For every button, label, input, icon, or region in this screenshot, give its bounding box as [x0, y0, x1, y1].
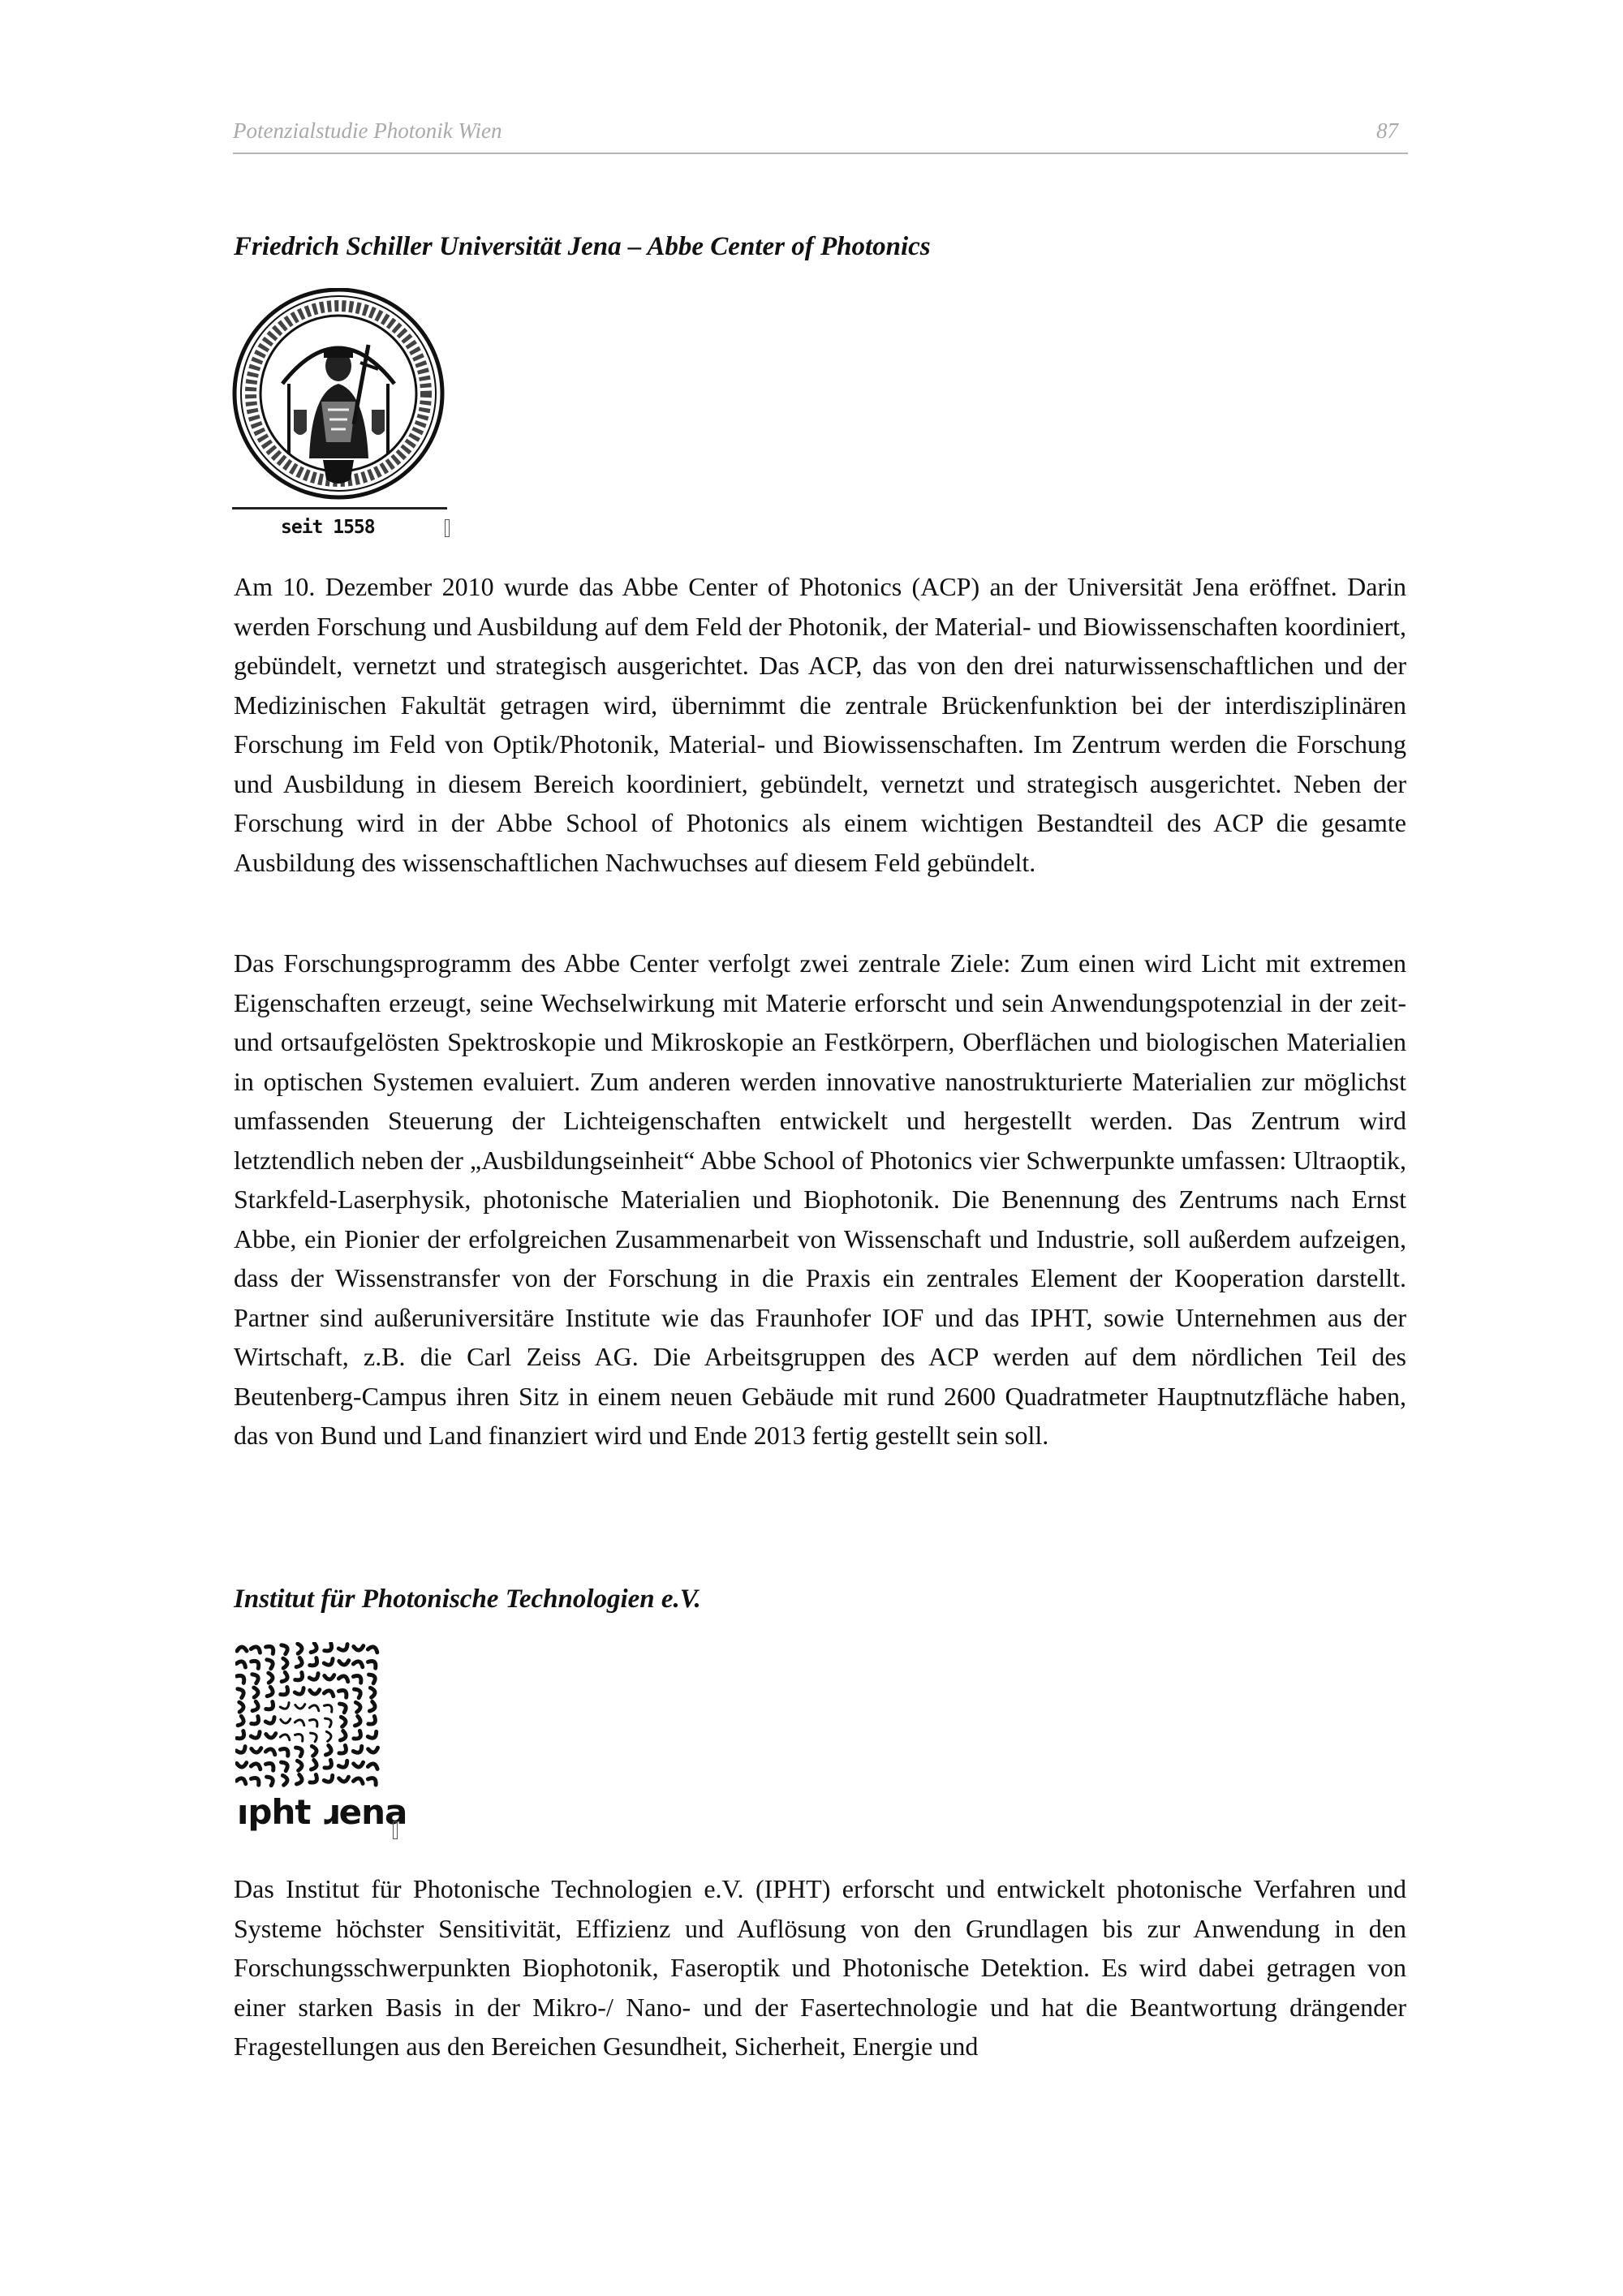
ipht-pattern-mark: [269, 1673, 273, 1683]
ipht-pattern-mark: [295, 1718, 305, 1725]
ipht-pattern-mark: [236, 1747, 247, 1755]
ipht-pattern-mark: [252, 1701, 260, 1712]
ipht-pattern-mark: [280, 1733, 291, 1739]
ipht-pattern-mark: [369, 1701, 376, 1712]
ipht-pattern-mark: [252, 1717, 261, 1726]
ipht-pattern-mark: [324, 1689, 334, 1696]
ipht-pattern-mark: [324, 1775, 334, 1783]
ipht-pattern-mark: [325, 1745, 332, 1756]
ipht-pattern-mark: [338, 1645, 349, 1653]
ipht-wordmark: ıpht ɹena: [237, 1792, 407, 1832]
ipht-pattern-mark: [267, 1687, 274, 1697]
ipht-pattern-mark: [368, 1748, 379, 1753]
ipht-pattern-mark: [324, 1703, 334, 1713]
ipht-pattern-mark: [282, 1775, 287, 1785]
ipht-pattern-mark: [368, 1716, 377, 1726]
university-seal-icon: [232, 288, 467, 548]
ipht-pattern-mark: [298, 1644, 302, 1653]
ipht-pattern-mark: [295, 1705, 305, 1709]
ipht-pattern-mark: [340, 1702, 348, 1713]
ipht-pattern-mark: [265, 1761, 275, 1771]
ipht-pattern-mark: [252, 1748, 261, 1753]
ipht-pattern-mark: [252, 1658, 261, 1668]
ipht-pattern-mark: [325, 1760, 334, 1770]
ipht-pattern-mark: [311, 1731, 319, 1742]
ipht-pattern-mark: [266, 1644, 276, 1653]
ipht-pattern-mark: [265, 1718, 276, 1726]
ipht-pattern-mark: [238, 1716, 245, 1726]
ipht-pattern-mark: [368, 1645, 378, 1652]
ipht-pattern-mark: [296, 1658, 304, 1668]
section-title-ipht: Institut für Photonische Technologien e.V.: [234, 1584, 701, 1614]
ipht-pattern-mark: [368, 1731, 378, 1739]
ipht-pattern-mark: [267, 1775, 275, 1786]
running-title: Potenzialstudie Photonik Wien: [233, 118, 502, 143]
ipht-pattern-mark: [251, 1762, 261, 1769]
ipht-pattern-mark: [353, 1674, 363, 1683]
ipht-pattern-mark: [353, 1660, 364, 1666]
ipht-pattern-mark: [266, 1702, 276, 1712]
ipht-pattern-mark: [236, 1777, 247, 1783]
ipht-pattern-mark: [325, 1644, 334, 1653]
ipht-pattern-mark: [368, 1659, 377, 1669]
ipht-pattern-mark: [251, 1732, 261, 1740]
ipht-pattern-mark: [283, 1658, 287, 1668]
page-header: [233, 114, 1408, 154]
ipht-pattern-mark: [311, 1643, 318, 1653]
ipht-pattern-mark: [282, 1672, 289, 1683]
ipht-pattern-mark: [309, 1674, 320, 1682]
paragraph-acp-intro: Am 10. Dezember 2010 wurde das Abbe Center of Photonics (ACP) an der Universität Jena eröffnet. Darin werden Forschung und Ausbildung auf dem Feld der Photonik, der Material- und Biowissenschaften koordiniert, gebündelt, vernetzt und strategisch ausgerichtet. Das ACP, das von den drei naturwissenschaftlichen und der Medizinischen Fakultät getragen wird, übernimmt die zentrale Brückenfunktion bei der interdisziplinären Forschung im Feld von Optik/Photonik, Material- und Biowissenschaften. Im Zentrum werden die Forschung und Ausbildung in diesem Bereich koordiniert, gebündelt, vernetzt und strategisch ausgerichtet. Neben der Forschung wird in der Abbe School of Photonics als einem wichtigen Bestandteil des ACP die gesamte Ausbildung des wissenschaftlichen Nachwuchses auf diesem Feld gebündelt.: [234, 572, 1406, 877]
ipht-pattern-mark: [237, 1763, 247, 1768]
ipht-pattern-mark: [281, 1719, 291, 1724]
ipht-pattern-mark: [281, 1688, 291, 1697]
ipht-jena-logo: [235, 1642, 422, 1845]
ipht-pattern-mark: [370, 1688, 375, 1697]
ipht-pattern-mark: [295, 1732, 304, 1742]
ipht-pattern-mark: [368, 1776, 378, 1785]
ipht-pattern-mark: [237, 1673, 247, 1683]
ipht-pattern-mark: [282, 1761, 290, 1771]
ipht-pattern-mark: [338, 1688, 348, 1698]
ipht-pattern-mark: [295, 1688, 305, 1696]
ipht-pattern-mark: [325, 1717, 334, 1727]
ipht-pattern-mark: [355, 1716, 361, 1726]
ipht-pattern-mark: [340, 1731, 347, 1741]
ipht-pattern-mark: [354, 1762, 364, 1768]
ipht-pattern-mark: [237, 1647, 247, 1651]
ipht-pattern-mark: [339, 1777, 350, 1782]
ipht-pattern-mark: [368, 1763, 378, 1769]
ipht-pattern-mark: [354, 1731, 363, 1741]
ipht-pattern-mark: [310, 1658, 320, 1668]
ipht-pattern-mark: [339, 1661, 349, 1666]
missing-glyph-mark: [445, 519, 450, 537]
ipht-pattern-mark: [311, 1760, 317, 1770]
ipht-pattern-mark: [353, 1778, 364, 1784]
ipht-pattern-mark: [252, 1673, 260, 1683]
ipht-pattern-mark: [280, 1703, 291, 1711]
missing-glyph-mark: [393, 1821, 398, 1839]
ipht-pattern-mark: [341, 1717, 346, 1726]
ipht-pattern-mark: [355, 1702, 360, 1712]
ipht-pattern-mark: [309, 1718, 319, 1727]
ipht-jena-logo-icon: [235, 1642, 398, 1788]
ipht-pattern-mark: [282, 1644, 289, 1654]
ipht-pattern-mark: [325, 1675, 334, 1680]
ipht-pattern-mark: [239, 1702, 243, 1712]
ipht-pattern-mark: [254, 1688, 258, 1697]
seal-caption: seit 1558: [281, 517, 375, 538]
ipht-pattern-mark: [297, 1761, 302, 1770]
ipht-pattern-mark: [267, 1658, 274, 1669]
paragraph-acp-research: Das Forschungsprogramm des Abbe Center verfolgt zwei zentrale Ziele: Zum einen wird Licht mit extremen Eigenschaften erzeugt, seine Wechselwirkung mit Materie erforscht und sein Anwendungspotenzial in der zeit- und ortsaufgelösten Spektroskopie und Mikroskopie an Festkörpern, Oberflächen und biologischen Materialien in optischen Systemen evaluiert. Zum anderen werden innovative nanostrukturierte Materialien zur möglichst umfassenden Steuerung der Lichteigenschaften entwickelt und hergestellt werden. Das Zentrum wird letztendlich neben der „Ausbildungseinheit“ Abbe School of Photonics vier Schwerpunkte umfassen: Ultraoptik, Starkfeld-Laserphysik, photonische Materialien und Biophotonik. Die Benennung des Zentrums nach Ernst Abbe, ein Pionier der erfolgreichen Zusammenarbeit von Wissenschaft und Industrie, soll außerdem aufzeigen, dass der Wissenstransfer von der Forschung in die Praxis ein zentrales Element der Kooperation darstellt. Partner sind außeruniversitäre Institute wie das Fraunhofer IOF und das IPHT, sowie Unternehmen aus der Wirtschaft, z.B. die Carl Zeiss AG. Die Arbeitsgruppen des ACP werden auf dem nördlichen Teil des Beutenberg-Campus ihren Sitz in einem neuen Gebäude mit rund 2600 Quadratmeter Hauptnutzfläche haben, das von Bund und Land finanziert wird und Ende 2013 fertig gestellt sein soll.: [234, 948, 1406, 1450]
ipht-pattern-mark: [295, 1673, 305, 1683]
ipht-pattern-mark: [310, 1690, 320, 1695]
ipht-pattern-mark: [338, 1675, 349, 1681]
ipht-pattern-mark: [338, 1761, 349, 1769]
ipht-pattern-mark: [326, 1731, 331, 1741]
fsu-jena-logo: [232, 288, 467, 548]
ipht-pattern-mark: [237, 1731, 247, 1741]
ipht-pattern-mark: [280, 1747, 290, 1756]
ipht-pattern-mark: [355, 1688, 363, 1698]
paragraph-ipht-intro: Das Institut für Photonische Technologien e.V. (IPHT) erforscht und entwickelt photonische Verfahren und Systeme höchster Sensitivität, Effizienz und Auflösung von den Grundlagen bis zur Anwendung in den Forschungsschwerpunkten Biophotonik, Faseroptik und Photonische Detektion. Es wird dabei getragen von einer starken Basis in der Mikro-/ Nano- und der Fasertechnologie und hat die Beantwortung drängender Fragestellungen aus den Bereichen Gesundheit, Sicherheit, Energie und: [234, 1874, 1406, 2061]
ipht-pattern-mark: [238, 1688, 245, 1698]
ipht-pattern-mark: [353, 1746, 364, 1754]
section-title-fsu-jena: Friedrich Schiller Universität Jena – Abbe Center of Photonics: [234, 232, 931, 261]
ipht-pattern-mark: [236, 1660, 247, 1667]
ipht-pattern-mark: [324, 1659, 334, 1667]
ipht-pattern-mark: [251, 1645, 261, 1653]
ipht-pattern-mark: [266, 1734, 276, 1739]
ipht-pattern-mark: [309, 1704, 320, 1710]
ipht-pattern-mark: [251, 1776, 260, 1786]
ipht-pattern-mark: [339, 1745, 348, 1756]
page-number: 87: [1376, 118, 1398, 143]
ipht-pattern-mark: [296, 1746, 304, 1756]
ipht-pattern-mark: [312, 1746, 316, 1756]
ipht-pattern-mark: [296, 1774, 303, 1785]
ipht-pattern-mark: [369, 1673, 377, 1683]
ipht-pattern-mark: [310, 1774, 319, 1785]
ipht-pattern-mark: [265, 1748, 276, 1754]
ipht-pattern-mark: [354, 1646, 364, 1651]
